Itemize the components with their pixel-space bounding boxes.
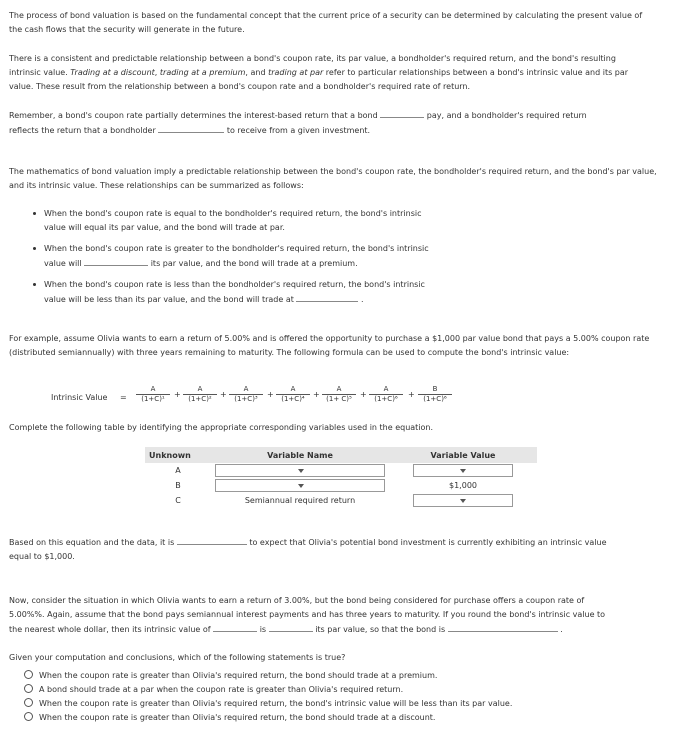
chevron-down-icon: [460, 469, 466, 473]
fraction-denominator: (1+C)⁶: [369, 394, 403, 404]
fraction-numerator: A: [290, 385, 296, 393]
variable-value-a-dropdown[interactable]: [413, 464, 513, 477]
fraction-denominator: (1+C)⁴: [276, 394, 310, 404]
unknown-a: A: [175, 466, 181, 475]
question-prompt: Given your computation and conclusions, which of the following statements is true?: [9, 653, 346, 662]
option-4-radio[interactable]: [24, 712, 33, 721]
option-3-label[interactable]: When the coupon rate is greater than Olivia's required return, the bond's intrinsic value will be less than its par value.: [39, 699, 513, 708]
unknown-b: B: [175, 481, 181, 490]
scenario-paragraph: Now, consider the situation in which Olivia wants to earn a return of 3.00%, but the bond being considered for purchase offers a coupon rate of 5.00%%. Again, assume that the bond pays semiannual interest payments and has three years to maturity. If you round the bond's intrinsic value to the nearest whole dollar, then its intrinsic value of is its par value, so that the bond is .: [9, 596, 606, 634]
variable-value-c-dropdown[interactable]: [413, 494, 513, 507]
formula-fraction: [136, 385, 170, 404]
formula-fraction: [322, 385, 356, 404]
table-row: [145, 493, 537, 508]
formula-label: Intrinsic Value: [51, 393, 108, 402]
option-1-radio[interactable]: [24, 670, 33, 679]
bond-trading-blank-dropdown[interactable]: [448, 622, 558, 632]
fraction-denominator: (1+C)¹: [136, 394, 170, 404]
formula-plus: +: [313, 390, 320, 399]
bullet-3-dot: [33, 283, 36, 286]
trade-at-blank-dropdown[interactable]: [296, 292, 358, 302]
example-paragraph: For example, assume Olivia wants to earn a return of 5.00% and is offered the opportunity to purchase a $1,000 par value bond that pays a 5.00% coupon rate (distributed semiannually) with three years remaining to maturity. The following formula can be used to compute the bond's intrinsic value:: [9, 334, 650, 357]
fraction-numerator: A: [336, 385, 342, 393]
formula-plus: +: [220, 390, 227, 399]
relationships-intro: The mathematics of bond valuation imply a predictable relationship between the bond's coupon rate, the bondholder's required return, and the bond's par value, and its intrinsic value. These relationships can be summarized as follows:: [9, 167, 657, 190]
formula-fraction: [183, 385, 217, 404]
bullet-2-dot: [33, 247, 36, 250]
term-par: trading at par: [268, 68, 324, 77]
variable-name-c: Semiannual required return: [244, 496, 356, 505]
fraction-numerator: A: [150, 385, 156, 393]
header-variable-value: Variable Value: [389, 447, 537, 463]
option-2-label[interactable]: A bond should trade at a par when the coupon rate is greater than Olivia's required return.: [39, 685, 404, 694]
fraction-denominator: (1+ C)⁵: [322, 394, 356, 404]
formula-fraction: [418, 385, 452, 404]
formula-plus: +: [408, 390, 415, 399]
variable-name-b-dropdown[interactable]: [215, 479, 385, 492]
option-1-label[interactable]: When the coupon rate is greater than Olivia's required return, the bond should trade at a premium.: [39, 671, 438, 680]
formula-plus: +: [174, 390, 181, 399]
formula-plus: +: [267, 390, 274, 399]
formula-fraction: [276, 385, 310, 404]
fraction-denominator: (1+C)⁶: [418, 394, 452, 404]
fraction-denominator: (1+C)²: [183, 394, 217, 404]
premium-value-blank-dropdown[interactable]: [84, 256, 148, 266]
header-unknown: Unknown: [145, 447, 211, 463]
chevron-down-icon: [298, 469, 304, 473]
table-row: [145, 478, 537, 493]
variables-table: [145, 447, 537, 508]
table-instruction: Complete the following table by identifying the appropriate corresponding variables used in the equation.: [9, 423, 434, 432]
intro-paragraph-3: Remember, a bond's coupon rate partially determines the interest-based return that a bond pay, and a bondholder's required return reflects the return that a bondholder to receive from a given investment.: [9, 108, 659, 138]
variable-name-a-dropdown[interactable]: [215, 464, 385, 477]
intrinsic-value-blank-dropdown[interactable]: [213, 622, 257, 632]
unknown-c: C: [175, 496, 181, 505]
bullet-3: When the bond's coupon rate is less than the bondholder's required return, the bond's intrinsic value will be less than its par value, and the bond will trade at .: [44, 280, 425, 304]
option-3-radio[interactable]: [24, 698, 33, 707]
intro-paragraph-1: The process of bond valuation is based on the fundamental concept that the current price of a security can be determined by calculating the present value of the cash flows that the security will generate in the future.: [9, 11, 643, 34]
variable-value-b: $1,000: [449, 481, 477, 490]
table-row: [145, 463, 537, 478]
header-variable-name: Variable Name: [211, 447, 389, 463]
intro-paragraph-2: There is a consistent and predictable relationship between a bond's coupon rate, its par value, a bondholder's required return, and the bond's resulting intrinsic value. Trading at a discount, trading at a premium, and trading at par refer to particular relationships between a bond's intrinsic value and its par value. These result from the relationship between a bond's coupon rate and a bondholder's required rate of return.: [9, 54, 629, 91]
formula-fraction: [369, 385, 403, 404]
formula-fraction: [229, 385, 263, 404]
chevron-down-icon: [460, 499, 466, 503]
bondholder-expects-blank-dropdown[interactable]: [158, 123, 224, 133]
bullet-1-dot: [33, 212, 36, 215]
formula-plus: +: [360, 390, 367, 399]
reasonable-blank-dropdown[interactable]: [177, 535, 247, 545]
fraction-numerator: A: [243, 385, 249, 393]
fraction-numerator: B: [432, 385, 438, 393]
fraction-numerator: A: [197, 385, 203, 393]
bullet-2: When the bond's coupon rate is greater to the bondholder's required return, the bond's intrinsic value will its par value, and the bond will trade at a premium.: [44, 244, 429, 268]
option-2-radio[interactable]: [24, 684, 33, 693]
bond-will-blank-dropdown[interactable]: [380, 108, 424, 118]
compared-to-par-blank-dropdown[interactable]: [269, 622, 313, 632]
term-discount: Trading at a discount: [70, 68, 155, 77]
bullet-1: When the bond's coupon rate is equal to the bondholder's required return, the bond's intrinsic value will equal its par value, and the bond will trade at par.: [44, 209, 422, 232]
formula-equals: =: [120, 393, 127, 402]
option-4-label[interactable]: When the coupon rate is greater than Olivia's required return, the bond should trade at a discount.: [39, 713, 436, 722]
fraction-numerator: A: [383, 385, 389, 393]
chevron-down-icon: [298, 484, 304, 488]
term-premium: trading at a premium: [159, 68, 246, 77]
fraction-denominator: (1+C)³: [229, 394, 263, 404]
conclusion-paragraph: Based on this equation and the data, it is to expect that Olivia's potential bond investment is currently exhibiting an intrinsic value equal to $1,000.: [9, 535, 669, 564]
